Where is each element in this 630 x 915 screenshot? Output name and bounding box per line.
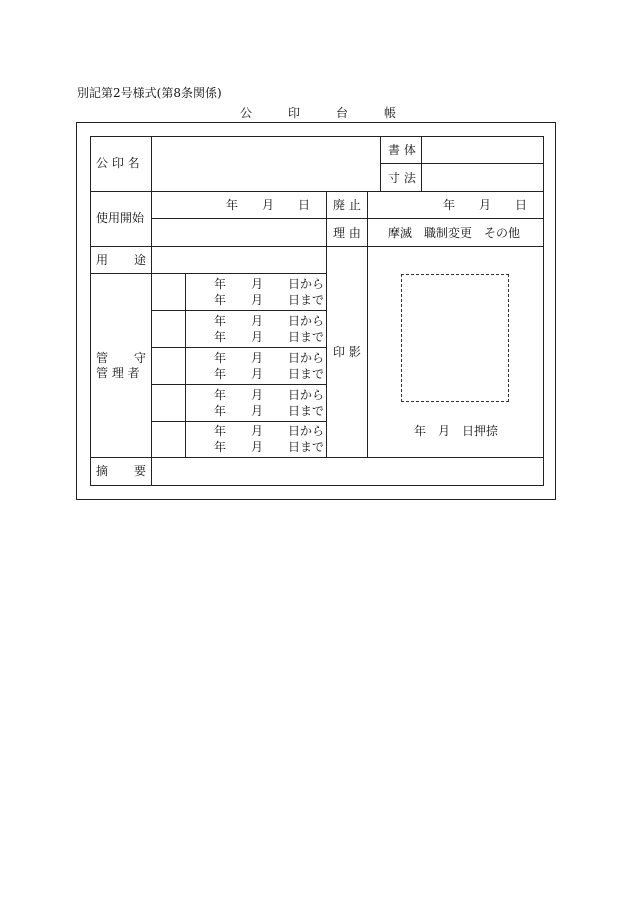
start-month: 月 (262, 198, 275, 212)
impression-label: 印 影 (333, 345, 361, 359)
period-from-year: 年 (214, 388, 227, 402)
table-line (151, 218, 544, 219)
table-line (151, 421, 326, 422)
period-to-year: 年 (214, 330, 227, 344)
period-to-month: 月 (251, 293, 264, 307)
start-year: 年 (226, 198, 239, 212)
custodian-label-2: 管 理 者 (96, 366, 140, 380)
period-to-month: 月 (251, 440, 264, 454)
period-from-month: 月 (251, 388, 264, 402)
period-to-year: 年 (214, 404, 227, 418)
script-label: 書 体 (388, 143, 416, 157)
period-from-month: 月 (251, 314, 264, 328)
impression-day: 日押捺 (462, 424, 499, 438)
seal-name-label: 公 印 名 (96, 156, 140, 170)
seal-impression-box (401, 274, 509, 402)
table-line (185, 273, 186, 457)
period-to-year: 年 (214, 440, 227, 454)
table-border-top (90, 136, 544, 137)
period-from: 日から (288, 277, 325, 291)
table-line (151, 384, 326, 385)
period-to-year: 年 (214, 293, 227, 307)
start-day: 日 (298, 198, 311, 212)
table-line (151, 136, 152, 485)
period-to: 日まで (288, 293, 325, 307)
period-to-month: 月 (251, 404, 264, 418)
custodian-label-1b: 守 (134, 351, 147, 365)
period-from-month: 月 (251, 424, 264, 438)
usage-label-a: 用 (96, 253, 109, 267)
period-from-month: 月 (251, 277, 264, 291)
period-to: 日まで (288, 440, 325, 454)
remarks-label-b: 要 (134, 464, 147, 478)
reason-label: 理 由 (333, 226, 361, 240)
table-line (367, 191, 368, 457)
table-line (90, 457, 544, 458)
title-char: 印 (288, 106, 301, 120)
period-to-month: 月 (251, 367, 264, 381)
impression-year: 年 (414, 424, 427, 438)
period-from: 日から (288, 424, 325, 438)
period-from-month: 月 (251, 351, 264, 365)
size-label: 寸 法 (388, 171, 416, 185)
period-from-year: 年 (214, 351, 227, 365)
period-from: 日から (288, 388, 325, 402)
period-to: 日まで (288, 330, 325, 344)
table-line (90, 273, 326, 274)
title-char: 帳 (384, 106, 397, 120)
period-to: 日まで (288, 404, 325, 418)
title-char: 公 (240, 106, 253, 120)
abolish-day: 日 (515, 198, 528, 212)
impression-month: 月 (438, 424, 451, 438)
period-to-month: 月 (251, 330, 264, 344)
remarks-label-a: 摘 (96, 464, 109, 478)
table-border-left (90, 136, 91, 485)
period-from-year: 年 (214, 314, 227, 328)
period-from-year: 年 (214, 277, 227, 291)
table-line (151, 347, 326, 348)
period-from: 日から (288, 314, 325, 328)
abolish-month: 月 (479, 198, 492, 212)
table-line (421, 136, 422, 191)
custodian-label-1a: 管 (96, 351, 109, 365)
title-char: 台 (336, 106, 349, 120)
table-border-right (543, 136, 544, 485)
period-from: 日から (288, 351, 325, 365)
usage-label-b: 途 (134, 253, 147, 267)
table-line (380, 136, 381, 191)
form-caption: 別記第2号様式(第8条関係) (77, 86, 222, 100)
table-line (151, 310, 326, 311)
period-to: 日まで (288, 367, 325, 381)
period-from-year: 年 (214, 424, 227, 438)
start-label: 使用開始 (96, 211, 145, 225)
period-to-year: 年 (214, 367, 227, 381)
table-line (90, 191, 544, 192)
abolish-year: 年 (443, 198, 456, 212)
abolish-label: 廃 止 (333, 198, 361, 212)
table-border-bottom (90, 485, 544, 486)
table-line (326, 191, 327, 457)
table-line (380, 163, 544, 164)
reason-options: 摩滅 職制変更 その他 (388, 226, 521, 240)
table-line (90, 246, 544, 247)
